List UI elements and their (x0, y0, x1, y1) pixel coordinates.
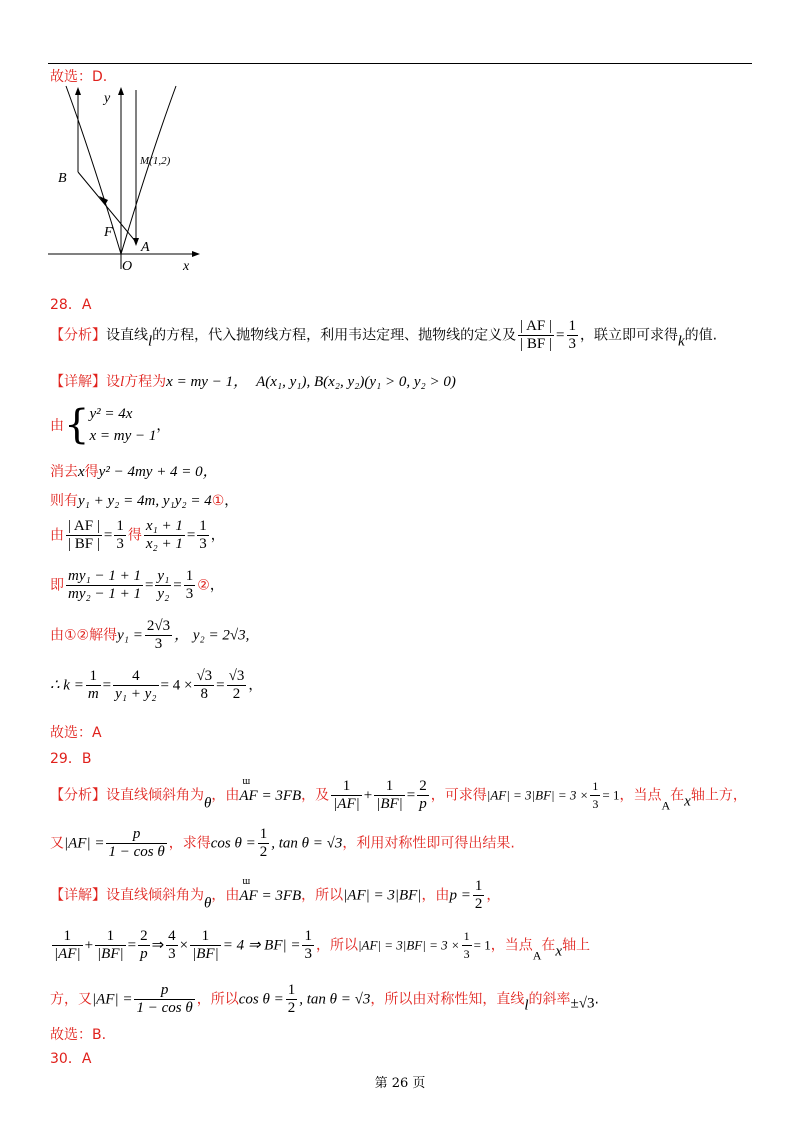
parabola-figure (48, 84, 208, 274)
header-rule (48, 63, 752, 64)
q28-answer: 故选：A (50, 725, 102, 741)
q28-analysis: 【分析】设直线l的方程，代入抛物线方程，利用韦达定理、抛物线的定义及 $\frac{| AF |}{| BF |}$ = $\frac{1}{3}$ ，联立即可求得k的值. (50, 318, 718, 352)
q29-number: 29．B (50, 751, 92, 767)
label-y: y (104, 91, 111, 106)
q28-number: 28．A (50, 297, 92, 313)
label-f: F (104, 225, 113, 240)
q28-step7: 由①②解得y₁ = $\frac{2√3}{3}$ ， y₂ = 2√3, (50, 618, 250, 652)
q28-step5: 由 $\frac{| AF |}{| BF |}$ = $\frac{1}{3}$ 得 $\frac{\text{x₁ + 1}}{\text{x₂ + 1}}$ = $\frac{1}{3}$ ， (50, 518, 225, 552)
q29-analysis-line2: 又|AF| = $\frac{p}{\text{1 − cos θ}}$ ，求得cos θ = $\frac{1}{2}$ , tan θ = √3，利用对称性即可得出结果. (50, 826, 515, 860)
q28-system: 由{ y² = 4x x = my − 1 ， (50, 402, 171, 448)
ray-b-arrow (75, 87, 81, 95)
frac-1-3: $\frac{1}{3}$ (568, 318, 576, 352)
q29-detail-line3: 方，又|AF| = $\frac{p}{\text{1 − cos θ}}$ ，所以cos θ = $\frac{1}{2}$ , tan θ = √3，所以由对称性知，直线l的斜率±√3. (50, 982, 599, 1016)
q28-detail-line1: 【详解】设l方程为x = my − 1， A(x₁, y₁), B(x₂, y₂)(y₁ > 0, y₂ > 0) (50, 374, 456, 390)
label-a: A (141, 240, 150, 255)
text: 的值. (684, 327, 718, 344)
text: 的方程，代入抛物线方程，利用韦达定理、抛物线的定义及 (152, 327, 517, 344)
text: ，联立即可求得 (580, 327, 678, 344)
q28-k-result: ∴ k = $\frac{1}{m}$ = $\frac{4}{\text{y₁ + y₂}}$ = 4 × $\frac{√3}{8}$ = $\frac{√3}{2}$ ， (50, 668, 263, 702)
q28-eliminate: 消去x得y² − 4my + 4 = 0， (50, 464, 218, 480)
answer-d: 故选：D. (50, 69, 108, 85)
q29-detail-line2: $\frac{1}{|AF|}$ + $\frac{1}{|BF|}$ = $\frac{2}{p}$ ⇒ $\frac{4}{3}$ × $\frac{1}{|BF|}$ = 4 ⇒ BF| = $\frac{1}{3}$ ，所以|AF| = 3|BF| = 3 × $\frac{1}{3}$ = 1，当点A在x轴上 (54, 928, 591, 963)
x-axis-arrow (192, 251, 200, 257)
label-m: M(1,2) (140, 155, 171, 167)
label-o: O (122, 259, 133, 274)
y-axis-arrow (118, 87, 124, 95)
q28-vieta: 则有y₁ + y₂ = 4m, y₁y₂ = 4①， (50, 493, 239, 509)
q29-detail-line1: 【详解】设直线倾斜角为θ，由ɯ AF = 3FB，所以|AF| = 3|BF|，由p = $\frac{1}{2}$ ， (50, 878, 500, 913)
text: 设直线 (106, 327, 148, 344)
var-l: l (148, 333, 153, 350)
page-footer: 第 26 页 (374, 1076, 426, 1091)
q29-answer: 故选：B. (50, 1027, 107, 1043)
q28-step6: 即 $\frac{\text{my₁ − 1 + 1}}{\text{my₂ − 1 + 1}}$ = $\frac{\text{y₁}}{\text{y₂}}$ = $\frac{1}{3}$ ②， (50, 568, 224, 602)
frac-af-bf: $\frac{| AF |}{| BF |}$ (520, 318, 553, 352)
q29-analysis-line1: 【分析】设直线倾斜角为θ，由ɯ AF = 3FB，及 $\frac{1}{|AF|}$ + $\frac{1}{|BF|}$ = $\frac{2}{p}$ ，可求得|AF| = 3|BF| = 3 × $\frac{1}{3}$ = 1，当点A在x轴上方， (50, 778, 747, 814)
var-k: k (678, 333, 685, 350)
q30-number: 30．A (50, 1051, 92, 1067)
label-b: B (58, 171, 67, 186)
label-x: x (183, 259, 190, 274)
analysis-tag: 【分析】 (50, 327, 106, 344)
